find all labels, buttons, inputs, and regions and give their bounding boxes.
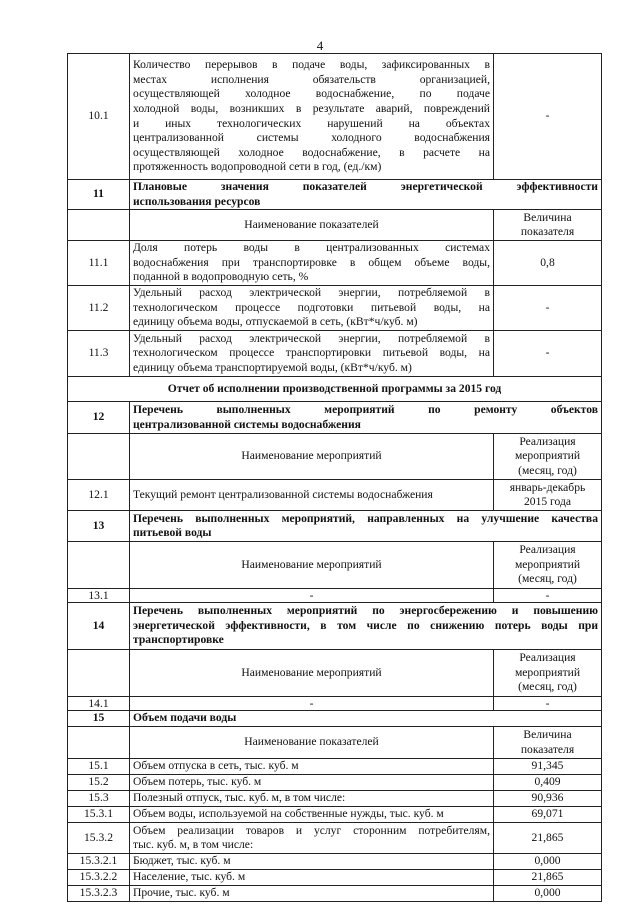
row-number: 15.2 — [68, 775, 130, 791]
table-row — [68, 697, 602, 711]
row-text: Текущий ремонт централизованной системы водоснабжения — [130, 480, 494, 511]
row-number: 11.2 — [68, 286, 130, 331]
column-header-value: Величина показателя — [494, 210, 602, 241]
section-header-row — [68, 603, 602, 650]
column-header-row — [68, 727, 602, 759]
table-row — [68, 54, 602, 180]
column-header-row — [68, 650, 602, 697]
text-line: поданной в водопроводную сеть, % — [133, 270, 309, 284]
row-value: - — [494, 331, 602, 377]
row-value: 91,345 — [494, 759, 602, 775]
row-number: 14.1 — [68, 697, 130, 711]
header-line: (месяц, год) — [518, 463, 577, 477]
table-row — [68, 480, 602, 511]
title-line: Перечень выполненных мероприятий по энергосбережению и повышению — [133, 604, 598, 618]
title-line: использования ресурсов — [133, 194, 261, 208]
page-number: 4 — [316, 38, 324, 53]
text-line: Объем реализации товаров и услуг сторонним потребителям, — [133, 823, 490, 837]
table-row — [68, 331, 602, 377]
row-text — [130, 331, 494, 377]
row-text: Объем воды, используемой на собственные нужды, тыс. куб. м — [130, 807, 494, 823]
value-line: январь-декабрь — [509, 480, 586, 494]
column-header-name: Наименование показателей — [130, 210, 494, 241]
header-line: Реализация — [519, 434, 576, 448]
row-number: 15.1 — [68, 759, 130, 775]
empty-cell — [68, 210, 130, 241]
column-header-row — [68, 434, 602, 480]
table-row — [68, 791, 602, 807]
column-header-value — [494, 650, 602, 697]
row-value: 69,071 — [494, 807, 602, 823]
section-number: 15 — [68, 711, 130, 727]
text-line: единицу объема транспортируемой воды, (кВт*ч/куб. м) — [133, 360, 412, 374]
row-value: 90,936 — [494, 791, 602, 807]
table-row — [68, 807, 602, 823]
title-line: Плановые значения показателей энергетической эффективности — [133, 180, 598, 193]
text-line: Удельный расход электрической энергии, потребляемой в — [133, 331, 490, 345]
column-header-name: Наименование мероприятий — [130, 434, 494, 480]
section-title — [130, 180, 602, 210]
header-line: (месяц, год) — [518, 680, 577, 694]
section-title — [130, 402, 602, 434]
text-line: тыс. куб. м, в том числе: — [133, 838, 254, 852]
table-row — [68, 823, 602, 854]
header-line: мероприятий — [514, 557, 581, 571]
row-number: 15.3.1 — [68, 807, 130, 823]
column-header-value — [494, 434, 602, 480]
title-line: питьевой воды — [133, 526, 212, 540]
text-line: технологическом процессе транспортировки питьевой воды, на — [133, 346, 490, 360]
text-line: Количество перерывов в подаче воды, зафиксированных в — [133, 58, 490, 72]
header-line: Реализация — [519, 543, 576, 557]
empty-cell — [68, 434, 130, 480]
row-number: 15.3 — [68, 791, 130, 807]
row-value: 0,000 — [494, 854, 602, 870]
header-line: (месяц, год) — [518, 572, 577, 586]
row-text: - — [130, 697, 494, 711]
indicators-table — [67, 53, 602, 902]
value-line: 2015 года — [523, 495, 572, 509]
row-number: 11.1 — [68, 241, 130, 286]
row-number: 15.3.2.3 — [68, 886, 130, 902]
row-text — [130, 241, 494, 286]
table-row — [68, 775, 602, 791]
column-header-value — [494, 542, 602, 589]
row-text: Объем потерь, тыс. куб. м — [130, 775, 494, 791]
text-line: местах исполнения обязательств организацией, — [133, 72, 490, 86]
section-header-row — [68, 711, 602, 727]
table-row — [68, 589, 602, 603]
row-number: 10.1 — [68, 54, 130, 180]
section-header-row — [68, 402, 602, 434]
row-value: - — [494, 697, 602, 711]
report-heading: Отчет об исполнении производственной программы за 2015 год — [68, 377, 602, 402]
table-row — [68, 854, 602, 870]
row-text: Население, тыс. куб. м — [130, 870, 494, 886]
column-header-name: Наименование показателей — [130, 727, 494, 759]
empty-cell — [68, 727, 130, 759]
text-line: централизованной системы холодного водоснабжения — [133, 131, 490, 145]
column-header-value — [494, 727, 602, 759]
section-number: 12 — [68, 402, 130, 434]
section-number: 14 — [68, 603, 130, 650]
section-number: 13 — [68, 511, 130, 542]
text-line: осуществляющей холодное водоснабжение, по подаче — [133, 87, 490, 101]
title-line: централизованной системы водоснабжения — [133, 417, 361, 431]
row-text — [130, 286, 494, 331]
row-value: - — [494, 286, 602, 331]
section-title — [130, 511, 602, 542]
section-number: 11 — [68, 180, 130, 210]
text-line: единицу объема воды, отпускаемой в сеть, (кВт*ч/куб. м) — [133, 315, 418, 329]
row-text: - — [130, 589, 494, 603]
text-line: Удельный расход электрической энергии, потребляемой в — [133, 286, 490, 300]
title-line: энергетической эффективности, в том числе по снижению потерь воды при — [133, 618, 598, 632]
text-line: протяженность водопроводной сети в год, (ед./км) — [133, 160, 382, 174]
table-row — [68, 286, 602, 331]
text-line: осуществляющей холодное водоснабжение, в расчете на — [133, 145, 490, 159]
text-line: технологическом процессе подготовки питьевой воды, на — [133, 300, 490, 314]
title-line: Перечень выполненных мероприятий по ремонту объектов — [133, 403, 598, 417]
text-line: Доля потерь воды в централизованных системах — [133, 241, 490, 255]
title-line: транспортировке — [133, 633, 224, 647]
row-text — [130, 823, 494, 854]
row-number: 15.3.2 — [68, 823, 130, 854]
column-header-row — [68, 210, 602, 241]
row-text: Прочие, тыс. куб. м — [130, 886, 494, 902]
row-text: Полезный отпуск, тыс. куб. м, в том числе: — [130, 791, 494, 807]
row-text: Объем отпуска в сеть, тыс. куб. м — [130, 759, 494, 775]
header-line: мероприятий — [514, 449, 581, 463]
row-text — [130, 54, 494, 180]
header-line: показателя — [520, 742, 575, 756]
section-header-row — [68, 511, 602, 542]
section-title: Объем подачи воды — [130, 711, 602, 727]
empty-cell — [68, 542, 130, 589]
column-header-name: Наименование мероприятий — [130, 542, 494, 589]
row-text: Бюджет, тыс. куб. м — [130, 854, 494, 870]
header-line: Величина — [523, 728, 572, 742]
row-number: 15.3.2.1 — [68, 854, 130, 870]
header-line: мероприятий — [514, 665, 581, 679]
text-line: водоснабжения при транспортировке в общем объеме воды, — [133, 255, 490, 269]
table-row — [68, 241, 602, 286]
table-row — [68, 886, 602, 902]
table-row — [68, 759, 602, 775]
header-line: Реализация — [519, 651, 576, 665]
row-value: - — [494, 589, 602, 603]
row-value: 0,8 — [494, 241, 602, 286]
row-value: - — [494, 54, 602, 180]
column-header-name: Наименование мероприятий — [130, 650, 494, 697]
row-value: 21,865 — [494, 823, 602, 854]
text-line: и иных технологических нарушений на объектах — [133, 116, 490, 130]
row-number: 13.1 — [68, 589, 130, 603]
section-title — [130, 603, 602, 650]
report-heading-row — [68, 377, 602, 402]
row-number: 11.3 — [68, 331, 130, 377]
table-row — [68, 870, 602, 886]
row-value: 0,409 — [494, 775, 602, 791]
row-value: 21,865 — [494, 870, 602, 886]
section-header-row — [68, 180, 602, 210]
row-number: 15.3.2.2 — [68, 870, 130, 886]
title-line: Перечень выполненных мероприятий, направленных на улучшение качества — [133, 511, 598, 525]
row-value — [494, 480, 602, 511]
row-value: 0,000 — [494, 886, 602, 902]
text-line: холодной воды, возникших в результате аварий, повреждений — [133, 101, 490, 115]
column-header-row — [68, 542, 602, 589]
empty-cell — [68, 650, 130, 697]
row-number: 12.1 — [68, 480, 130, 511]
